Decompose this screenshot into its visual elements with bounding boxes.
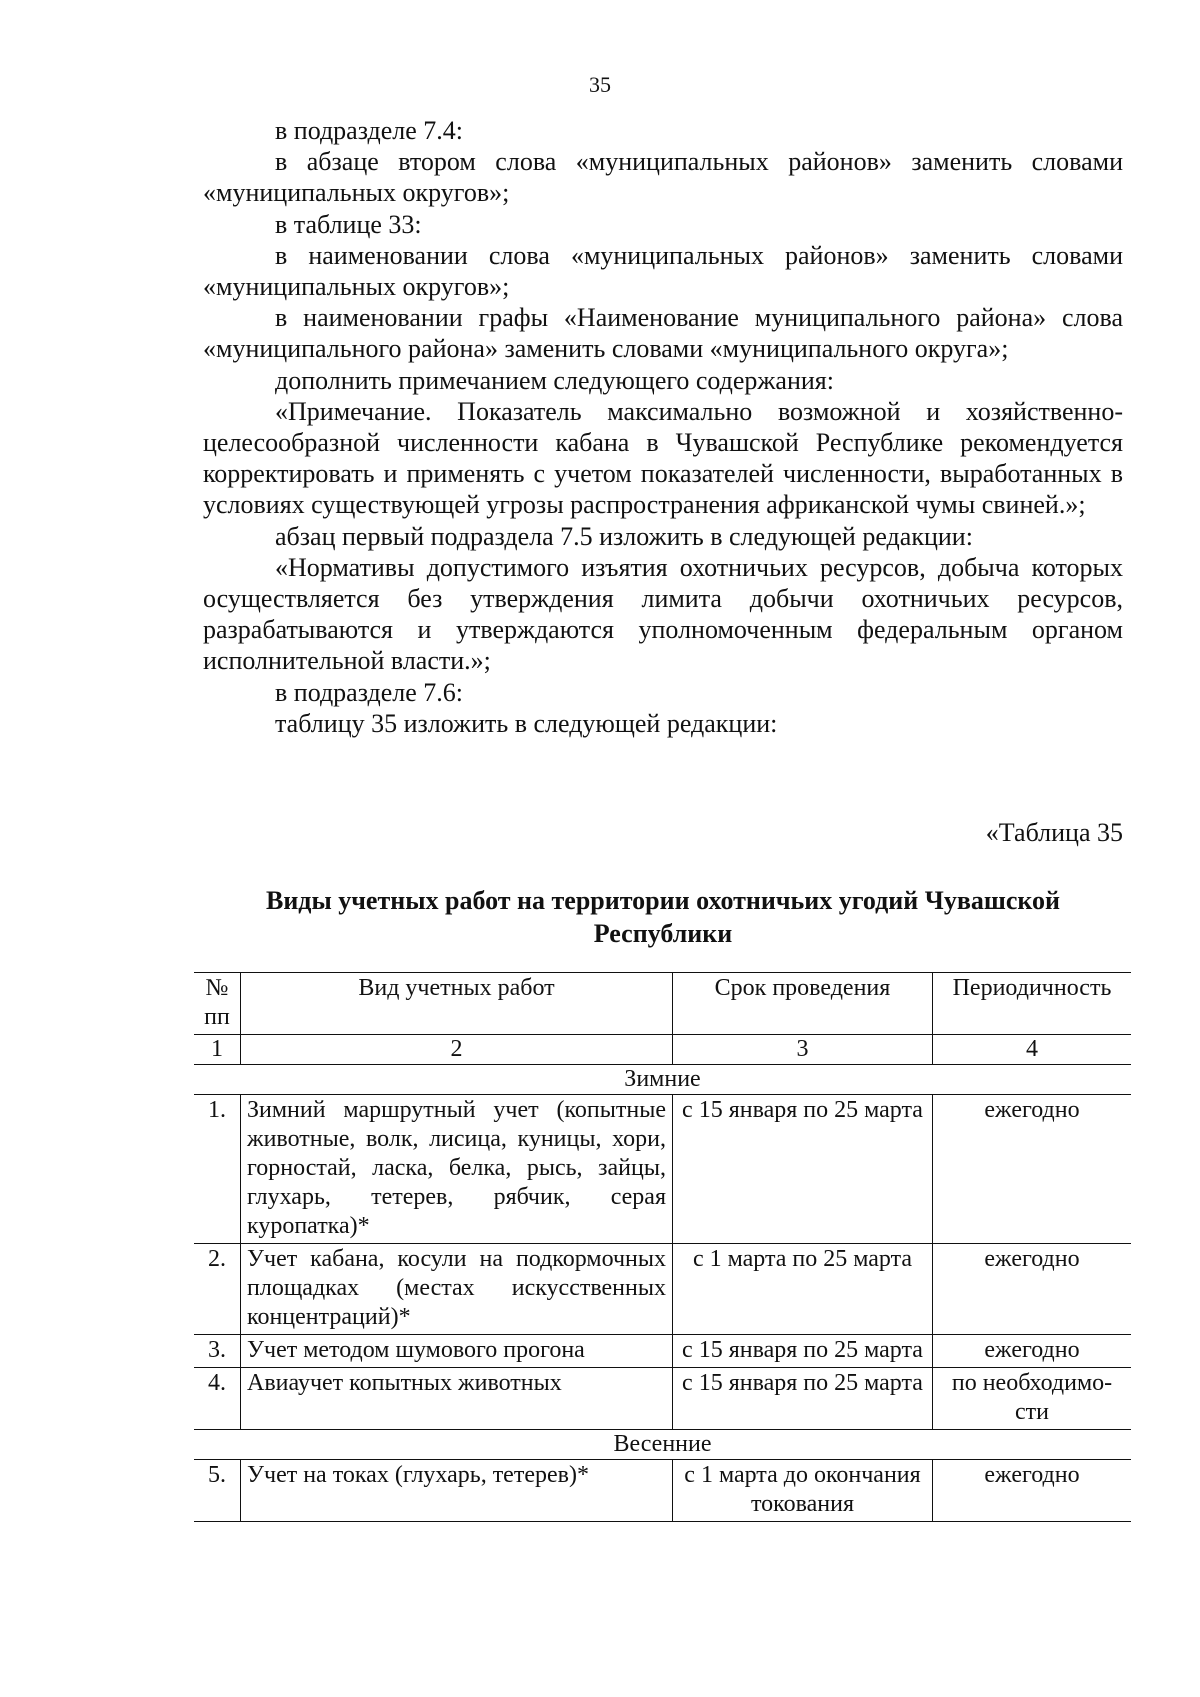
paragraph: в подразделе 7.6:	[275, 677, 464, 707]
table-row	[194, 1368, 1131, 1430]
column-number: 2	[241, 1035, 673, 1065]
row-period: с 1 марта по 25 марта	[673, 1244, 933, 1335]
paragraph: «Примечание. Показатель максимально возможной и хозяйственно-целесообразной численности кабана в Чувашской Республике рекомендуется корректировать и применять с учетом показателей численности, выработанных в условиях существующей угрозы распространения африканской чумы свиней.»;	[203, 396, 1123, 520]
table-row	[194, 1095, 1131, 1244]
paragraph: в абзаце втором слова «муниципальных районов» заменить словами «муниципальных округов»;	[203, 147, 1123, 208]
header-cell-number: № пп	[194, 973, 241, 1035]
table-title: Виды учетных работ на территории охотничьих угодий Чувашской Республики	[265, 886, 1060, 948]
paragraph: дополнить примечанием следующего содержания:	[275, 365, 834, 395]
paragraph: в наименовании слова «муниципальных районов» заменить словами «муниципальных округов»;	[203, 240, 1123, 302]
row-frequency: ежегодно	[933, 1244, 1132, 1335]
row-period: с 1 марта до окончания токования	[673, 1460, 933, 1522]
row-number: 4.	[194, 1368, 241, 1430]
header-cell-period: Срок проведения	[673, 973, 933, 1035]
row-number: 2.	[194, 1244, 241, 1335]
table-row	[194, 1244, 1131, 1335]
column-number: 4	[933, 1035, 1132, 1065]
row-period: с 15 января по 25 марта	[673, 1095, 933, 1244]
section-row-spring	[194, 1430, 1131, 1460]
row-frequency: ежегодно	[933, 1095, 1132, 1244]
table-row	[194, 1335, 1131, 1368]
row-work-type: Авиаучет копытных животных	[241, 1368, 673, 1430]
row-frequency: ежегодно	[933, 1335, 1132, 1368]
paragraph: в наименовании графы «Наименование муниципального района» слова «муниципального района» заменить словами «муниципального округа»;	[203, 303, 1123, 364]
header-cell-frequency: Периодичность	[933, 973, 1132, 1035]
row-number: 3.	[194, 1335, 241, 1368]
document-body	[203, 115, 1123, 739]
row-work-type: Учет на токах (глухарь, тетерев)*	[241, 1460, 673, 1522]
header-cell-work-type: Вид учетных работ	[241, 973, 673, 1035]
section-row-winter	[194, 1065, 1131, 1095]
row-work-type: Зимний маршрутный учет (копытные животные, волк, лисица, куницы, хори, горностай, ласка, белка, рысь, зайцы, глухарь, тетерев, рябчик, серая куропатка)*	[241, 1095, 673, 1244]
row-period: с 15 января по 25 марта	[673, 1335, 933, 1368]
paragraph: абзац первый подраздела 7.5 изложить в следующей редакции:	[275, 521, 973, 551]
paragraph: «Нормативы допустимого изъятия охотничьих ресурсов, добыча которых осуществляется без утверждения лимита добычи охотничьих ресурсов, разрабатываются и утверждаются уполномоченным федеральным органом исполнительной власти.»;	[203, 552, 1123, 676]
section-label: Зимние	[194, 1065, 1131, 1095]
column-number: 1	[194, 1035, 241, 1065]
row-frequency: ежегодно	[933, 1460, 1132, 1522]
column-number-row	[194, 1035, 1131, 1065]
column-number: 3	[673, 1035, 933, 1065]
table-caption: «Таблица 35	[985, 818, 1123, 847]
row-number: 5.	[194, 1460, 241, 1522]
records-table	[194, 972, 1131, 1522]
row-period: с 15 января по 25 марта	[673, 1368, 933, 1430]
row-work-type: Учет методом шумового прогона	[241, 1335, 673, 1368]
section-label: Весенние	[194, 1430, 1131, 1460]
row-number: 1.	[194, 1095, 241, 1244]
row-frequency: по необходимости	[933, 1368, 1132, 1430]
table-header-row	[194, 973, 1131, 1035]
paragraph: в таблице 33:	[275, 209, 422, 239]
paragraph: таблицу 35 изложить в следующей редакции:	[275, 708, 778, 738]
row-work-type: Учет кабана, косули на подкормочных площадках (местах искусственных концентраций)*	[241, 1244, 673, 1335]
paragraph: в подразделе 7.4:	[275, 116, 464, 145]
page-number: 35	[589, 72, 611, 97]
table-row	[194, 1460, 1131, 1522]
